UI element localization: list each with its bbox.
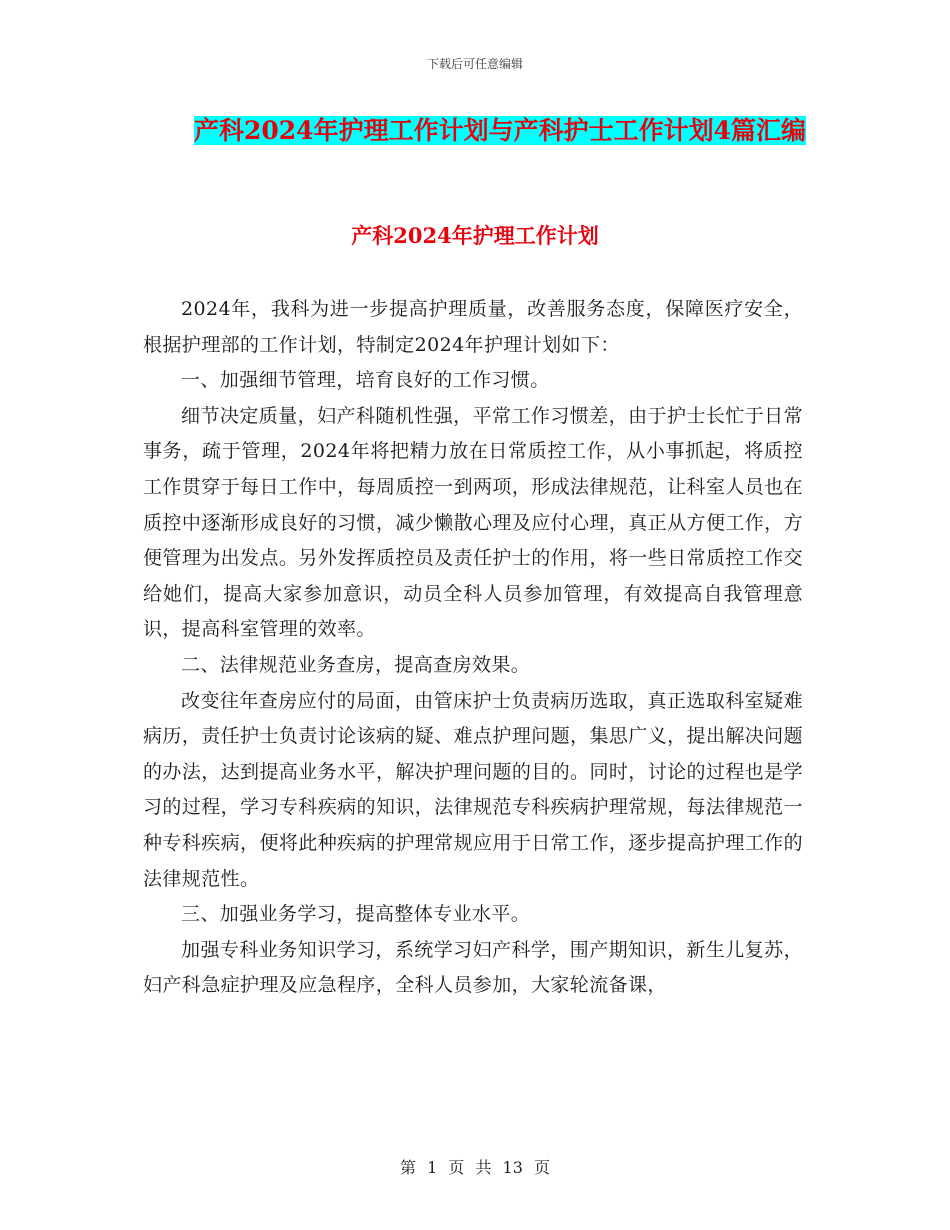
paragraph: 2024年，我科为进一步提高护理质量，改善服务态度，保障医疗安全，根据护理部的工作计划，特制定2024年护理计划如下：: [143, 298, 803, 356]
paragraph: 加强专科业务知识学习，系统学习妇产科学，围产期知识，新生儿复苏，妇产科急症护理及应急程序，全科人员参加，大家轮流备课，: [143, 938, 803, 997]
page-header-note: 下载后可任意编辑: [426, 57, 523, 71]
body-text: [143, 292, 803, 1004]
section-title: 产科2024年护理工作计划: [351, 223, 599, 248]
paragraph: 细节决定质量，妇产科随机性强，平常工作习惯差，由于护士长忙于日常事务，疏于管理，2024年将把精力放在日常质控工作，从小事抓起，将质控工作贯穿于每日工作中，每周质控一到两项，形成法律规范，让科室人员也在质控中逐渐形成良好的习惯，减少懒散心理及应付心理，真正从方便工作，方便管理为出发点。另外发挥质控员及责任护士的作用，将一些日常质控工作交给她们，提高大家参加意识，动员全科人员参加管理，有效提高自我管理意识，提高科室管理的效率。: [143, 404, 803, 641]
paragraph-heading: 三、加强业务学习，提高整体专业水平。: [181, 903, 531, 926]
document-title: [180, 108, 820, 154]
document-title-text: 产科2024年护理工作计划与产科护士工作计划4篇汇编: [194, 116, 806, 145]
paragraph: 改变往年查房应付的局面，由管床护士负责病历选取，真正选取科室疑难病历，责任护士负责讨论该病的疑、难点护理问题，集思广义，提出解决问题的办法，达到提高业务水平，解决护理问题的目的。同时，讨论的过程也是学习的过程，学习专科疾病的知识，法律规范专科疾病护理常规，每法律规范一种专科疾病，便将此种疾病的护理常规应用于日常工作，逐步提高护理工作的法律规范性。: [143, 689, 803, 890]
page-footer: 第 1 页 共 13 页: [400, 1158, 550, 1177]
paragraph-heading: 二、法律规范业务查房，提高查房效果。: [181, 653, 531, 676]
paragraph-heading: 一、加强细节管理，培育良好的工作习惯。: [181, 369, 550, 392]
